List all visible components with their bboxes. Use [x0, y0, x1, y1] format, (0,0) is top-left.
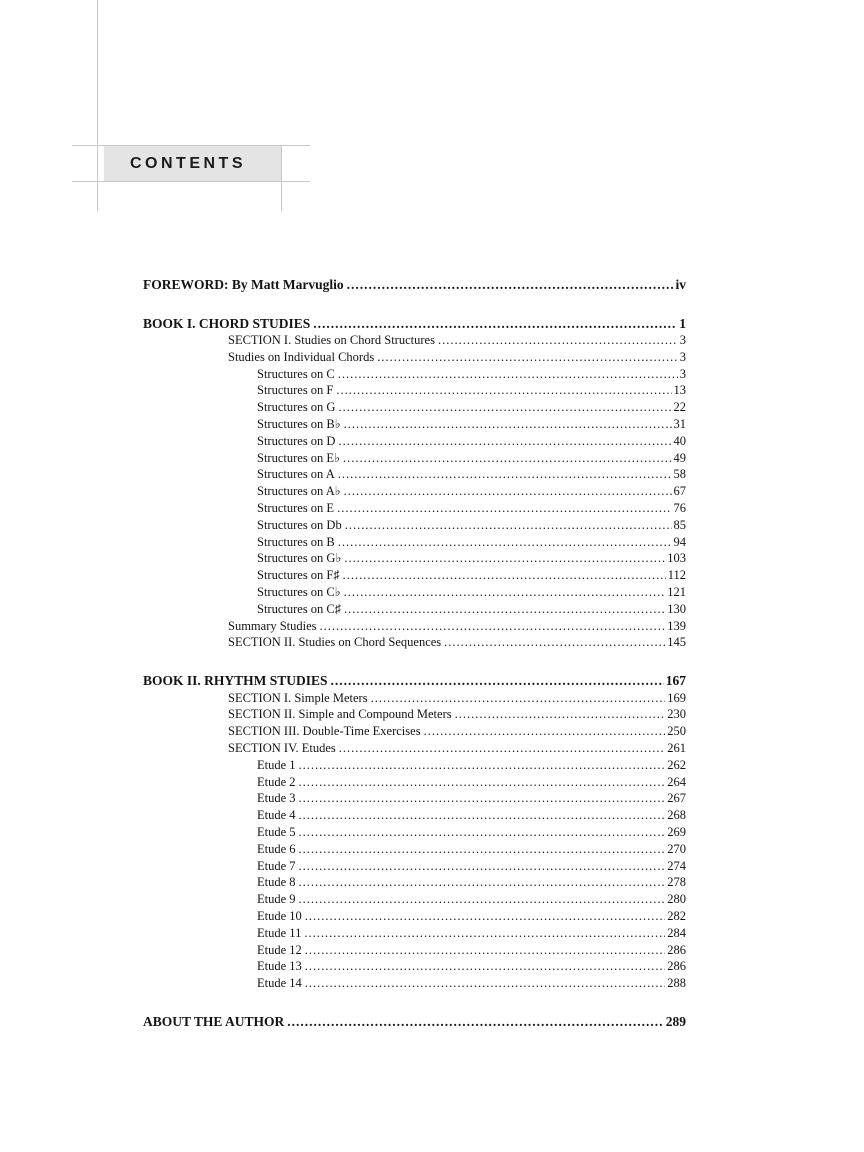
toc-entry-label: Structures on A♭: [257, 484, 341, 499]
toc-dot-leader: [338, 534, 672, 551]
toc-entry-label: Structures on G: [257, 400, 336, 415]
toc-entry: [143, 399, 686, 416]
toc-page-number: 282: [667, 909, 686, 923]
toc-page-number: 286: [667, 942, 686, 957]
toc-dot-leader: [343, 450, 672, 467]
toc-page-number: 145: [667, 635, 686, 650]
toc-entry: [143, 634, 686, 651]
toc-dot-leader: [339, 740, 665, 757]
toc-page-number: 230: [667, 707, 686, 722]
toc-entry: [143, 276, 686, 294]
toc-entry-label: Structures on C: [257, 366, 335, 381]
toc-dot-leader: [344, 483, 672, 500]
toc-entry: [143, 706, 686, 723]
toc-entry-label: SECTION I. Studies on Chord Structures: [228, 333, 435, 347]
toc-dot-leader: [344, 601, 665, 618]
toc-entry: [143, 517, 686, 534]
toc-entry: [143, 891, 686, 908]
toc-page-number: 3: [679, 333, 686, 347]
toc-entry-label: Etude 4: [257, 808, 296, 823]
toc-entry: [143, 450, 686, 467]
toc-entry-label: Etude 8: [257, 875, 296, 890]
toc-entry: [143, 942, 686, 959]
toc-page-number: 94: [673, 534, 686, 549]
toc-entry-label: SECTION I. Simple Meters: [228, 690, 368, 705]
toc-page-number: 268: [667, 808, 686, 823]
toc-page-number: 280: [667, 892, 686, 907]
toc-entry-label: Structures on F: [257, 383, 334, 398]
toc-entry: [143, 315, 686, 333]
toc-page-number: 264: [667, 774, 686, 789]
toc-entry: [143, 349, 686, 366]
toc-entry: [143, 740, 686, 757]
toc-entry: [143, 757, 686, 774]
toc-entry-label: Etude 10: [257, 909, 302, 923]
toc-entry: [143, 416, 686, 433]
toc-dot-leader: [345, 517, 672, 534]
toc-page-number: 121: [667, 584, 686, 599]
toc-page-number: 267: [667, 791, 686, 806]
toc-entry: [143, 723, 686, 740]
toc-page-number: 85: [673, 517, 686, 532]
decorative-vertical-line-left: [97, 0, 98, 211]
toc-entry: [143, 601, 686, 618]
toc-entry: [143, 824, 686, 841]
toc-entry-label: Etude 13: [257, 959, 302, 974]
toc-entry-label: Structures on A: [257, 467, 335, 482]
toc-dot-leader: [338, 466, 672, 483]
toc-dot-leader: [305, 942, 665, 959]
toc-dot-leader: [377, 349, 678, 366]
toc-page-number: 270: [667, 841, 686, 856]
toc-page-number: 76: [673, 500, 686, 515]
toc-entry: [143, 534, 686, 551]
toc-entry: [143, 366, 686, 383]
toc-dot-leader: [344, 416, 672, 433]
toc-entry-label: Etude 2: [257, 774, 296, 789]
toc-page-number: 40: [673, 433, 686, 448]
toc-dot-leader: [371, 690, 666, 707]
toc-entry-label: Structures on E: [257, 500, 335, 515]
toc-dot-leader: [438, 332, 678, 349]
toc-entry-label: Etude 6: [257, 841, 296, 856]
toc-entry-label: Etude 5: [257, 825, 296, 840]
toc-entry: [143, 841, 686, 858]
toc-entry: [143, 332, 686, 349]
toc-entry-label: Structures on B♭: [257, 416, 341, 431]
toc-entry: [143, 774, 686, 791]
toc-entry-label: Etude 1: [257, 757, 296, 772]
toc-entry: [143, 618, 686, 635]
toc-page-number: 278: [667, 875, 686, 890]
toc-entry-label: Etude 14: [257, 976, 302, 991]
toc-dot-leader: [320, 618, 666, 635]
toc-entry: [143, 925, 686, 942]
toc-dot-leader: [344, 550, 665, 567]
toc-entry-label: BOOK II. RHYTHM STUDIES: [143, 673, 328, 689]
toc-dot-leader: [299, 790, 666, 807]
toc-page-number: 22: [673, 400, 686, 415]
toc-page-number: 112: [667, 568, 686, 583]
toc-page-number: 274: [667, 858, 686, 873]
toc-page-number: 58: [673, 467, 686, 482]
toc-entry: [143, 584, 686, 601]
toc-dot-leader: [337, 500, 671, 517]
toc-entry: [143, 382, 686, 399]
toc-dot-leader: [424, 723, 666, 740]
toc-entry: [143, 975, 686, 992]
toc-entry-label: Studies on Individual Chords: [228, 349, 375, 364]
contents-title-box: [104, 146, 281, 181]
toc-entry: [143, 433, 686, 450]
toc-page-number: 262: [667, 757, 686, 772]
toc-entry-label: Etude 11: [257, 925, 302, 940]
toc-entry-label: Structures on Db: [257, 517, 342, 532]
toc-page-number: 289: [665, 1013, 686, 1029]
toc-dot-leader: [347, 276, 674, 294]
toc-entry-label: Etude 12: [257, 942, 302, 957]
toc-page-number: 49: [673, 450, 686, 465]
toc-entry-label: Summary Studies: [228, 618, 317, 633]
toc-dot-leader: [338, 433, 671, 450]
toc-page-number: 167: [665, 673, 686, 689]
toc-entry-label: Structures on F♯: [257, 568, 340, 583]
toc-entry: [143, 958, 686, 975]
toc-entry: [143, 466, 686, 483]
toc-dot-leader: [338, 366, 678, 383]
toc-dot-leader: [299, 858, 666, 875]
toc-page-number: 269: [667, 825, 686, 840]
toc-page-number: 13: [673, 383, 686, 398]
toc-entry: [143, 567, 686, 584]
toc-entry-label: SECTION II. Studies on Chord Sequences: [228, 635, 442, 650]
toc-dot-leader: [343, 567, 666, 584]
toc-entry: [143, 807, 686, 824]
toc-page-number: 67: [673, 484, 686, 499]
toc-entry-label: Structures on D: [257, 433, 336, 448]
toc-entry-label: FOREWORD: By Matt Marvuglio: [143, 277, 344, 292]
toc-dot-leader: [313, 315, 677, 333]
toc-dot-leader: [299, 824, 666, 841]
toc-entry: [143, 858, 686, 875]
toc-page-number: 286: [667, 959, 686, 974]
toc-entry: [143, 690, 686, 707]
page-title: CONTENTS: [130, 154, 246, 172]
toc-page-number: 169: [667, 690, 686, 705]
toc-dot-leader: [299, 807, 666, 824]
toc-page-number: 250: [667, 724, 686, 739]
toc-entry-label: SECTION II. Simple and Compound Meters: [228, 707, 452, 722]
toc-dot-leader: [455, 706, 666, 723]
toc-dot-leader: [344, 584, 666, 601]
toc-dot-leader: [338, 399, 671, 416]
toc-page-number: iv: [675, 277, 686, 292]
toc-page-number: 261: [667, 741, 686, 756]
toc-page-number: 103: [667, 551, 686, 566]
toc-page-number: 139: [667, 618, 686, 633]
toc-entry: [143, 483, 686, 500]
toc-dot-leader: [331, 672, 664, 690]
table-of-contents: [143, 276, 686, 1030]
toc-page-number: 3: [679, 349, 686, 364]
toc-dot-leader: [305, 958, 665, 975]
toc-entry-label: Structures on C♭: [257, 584, 341, 599]
toc-dot-leader: [299, 841, 666, 858]
toc-entry-label: Structures on B: [257, 534, 335, 549]
toc-dot-leader: [444, 634, 665, 651]
toc-dot-leader: [299, 774, 666, 791]
toc-entry: [143, 1013, 686, 1031]
toc-entry-label: Etude 3: [257, 791, 296, 806]
toc-entry: [143, 550, 686, 567]
toc-entry: [143, 672, 686, 690]
toc-dot-leader: [304, 925, 665, 942]
toc-page-number: 1: [679, 315, 686, 331]
toc-entry: [143, 500, 686, 517]
toc-entry: [143, 790, 686, 807]
toc-dot-leader: [299, 874, 666, 891]
toc-entry-label: Etude 9: [257, 892, 296, 907]
toc-entry-label: Structures on C♯: [257, 601, 342, 616]
toc-entry-label: ABOUT THE AUTHOR: [143, 1013, 285, 1029]
toc-entry-label: SECTION III. Double-Time Exercises: [228, 724, 421, 739]
toc-entry-label: Etude 7: [257, 858, 296, 873]
toc-entry-label: SECTION IV. Etudes: [228, 741, 336, 756]
toc-dot-leader: [287, 1013, 663, 1031]
toc-page-number: 284: [667, 925, 686, 940]
toc-page-number: 31: [673, 416, 686, 431]
toc-dot-leader: [299, 891, 666, 908]
toc-dot-leader: [299, 757, 666, 774]
toc-entry-label: Structures on E♭: [257, 450, 340, 465]
toc-dot-leader: [305, 975, 665, 992]
decorative-vertical-line-right: [281, 145, 282, 211]
toc-dot-leader: [336, 382, 671, 399]
decorative-horizontal-line-bottom: [72, 181, 310, 182]
toc-dot-leader: [305, 908, 665, 925]
toc-page-number: 288: [667, 976, 686, 991]
toc-entry-label: Structures on G♭: [257, 551, 342, 566]
toc-entry: [143, 908, 686, 925]
toc-entry: [143, 874, 686, 891]
toc-page-number: 3: [679, 366, 686, 381]
toc-page-number: 130: [667, 601, 686, 616]
toc-entry-label: BOOK I. CHORD STUDIES: [143, 315, 311, 331]
